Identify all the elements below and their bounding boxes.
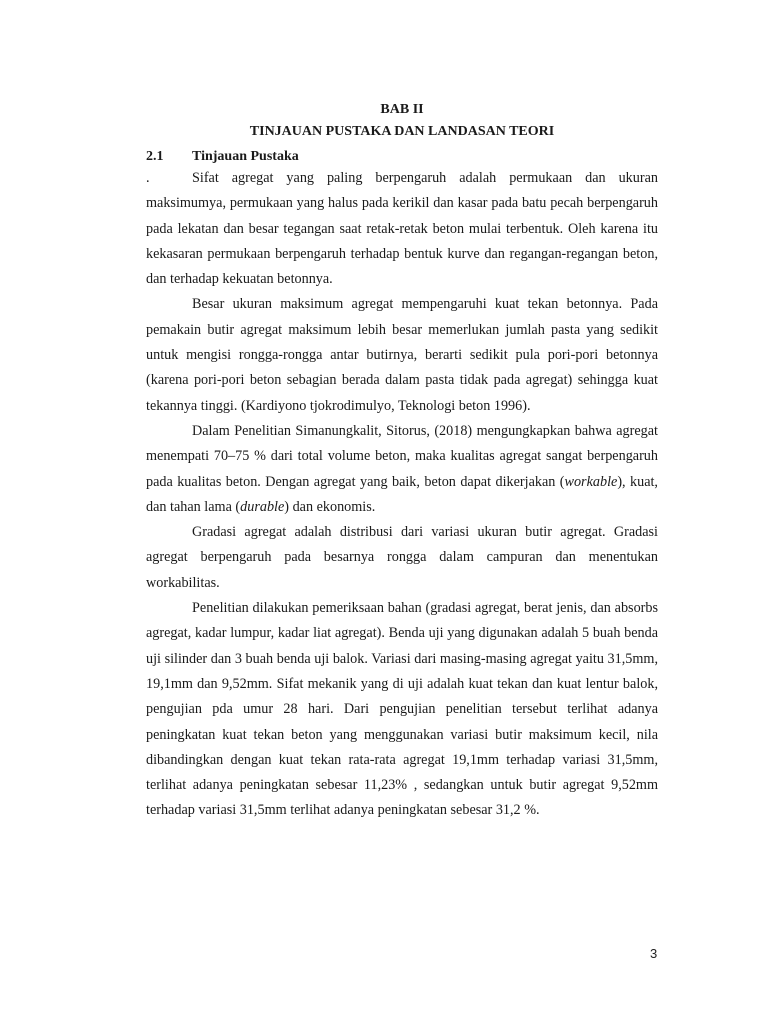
- paragraph-1: [146, 166, 658, 292]
- term-workable: workable: [564, 473, 618, 490]
- paragraph-3-text-a: Dalam Penelitian Simanungkalit, Sitorus, (2018) mengungkapkan bahwa agregat menempati 70–75 % dari total volume beton, maka kualitas agregat sangat berpengaruh pada kualitas beton. Dengan agregat yang baik, beton dapat dikerjakan (: [146, 422, 658, 490]
- paragraph-5: Penelitian dilakukan pemeriksaan bahan (gradasi agregat, berat jenis, dan absorbs agregat, kadar lumpur, kadar liat agregat). Benda uji yang digunakan adalah 5 buah benda uji silinder dan 3 buah benda uji balok. Variasi dari masing-masing agregat yaitu 31,5mm, 19,1mm dan 9,52mm. Sifat mekanik yang di uji adalah kuat tekan dan kuat lentur balok, pengujian pda umur 28 hari. Dari pengujian penelitian tersebut terlihat adanya peningkatan kuat tekan beton yang menggunakan variasi butir maksimum kecil, nila dibandingkan dengan kuat tekan rata-rata agregat 19,1mm terhadap variasi 31,5mm, terlihat adanya peningkatan sebesar 11,23% , sedangkan untuk butir agregat 9,52mm terhadap variasi 31,5mm terlihat adanya peningkatan sebesar 31,2 %.: [146, 600, 658, 819]
- paragraph-1-text: Sifat agregat yang paling berpengaruh adalah permukaan dan ukuran maksimumya, permukaan yang halus pada kerikil dan kasar pada batu pecah berpengaruh pada lekatan dan besar tegangan saat retak-retak beton mulai terbentuk. Oleh karena itu kekasaran permukaan berpengaruh terhadap bentuk kurve dan regangan-regangan beton, dan terhadap kekuatan betonnya.: [146, 170, 658, 288]
- section-number: 2.1: [146, 149, 164, 164]
- paragraph-4: Gradasi agregat adalah distribusi dari variasi ukuran butir agregat. Gradasi agregat berpengaruh pada besarnya rongga dalam campuran dan menentukan workabilitas.: [146, 524, 658, 591]
- term-durable: durable: [240, 498, 285, 515]
- paragraph-3-text-c: ) dan ekonomis.: [284, 498, 376, 515]
- page-number: 3: [650, 946, 658, 961]
- section-title: Tinjauan Pustaka: [192, 149, 299, 164]
- chapter-title: TINJAUAN PUSTAKA DAN LANDASAN TEORI: [249, 124, 555, 139]
- paragraph-2: Besar ukuran maksimum agregat mempengaruhi kuat tekan betonnya. Pada pemakain butir agregat maksimum lebih besar memerlukan jumlah pasta yang sedikit untuk mengisi rongga-rongga antar butirnya, berarti sedikit pula pori-pori betonnya (karena pori-pori beton sebagian berada dalam pasta tidak pada agregat) sehingga kuat tekannya tinggi. (Kardiyono tjokrodimulyo, Teknologi beton 1996).: [146, 296, 658, 414]
- paragraph-marker: .: [146, 170, 150, 186]
- chapter-label: BAB II: [380, 102, 424, 117]
- paragraph-3: [146, 419, 658, 520]
- body-text: [146, 166, 658, 824]
- paragraph-3-text-b: ), kuat, dan tahan lama (: [146, 473, 658, 515]
- section-heading: [146, 149, 299, 165]
